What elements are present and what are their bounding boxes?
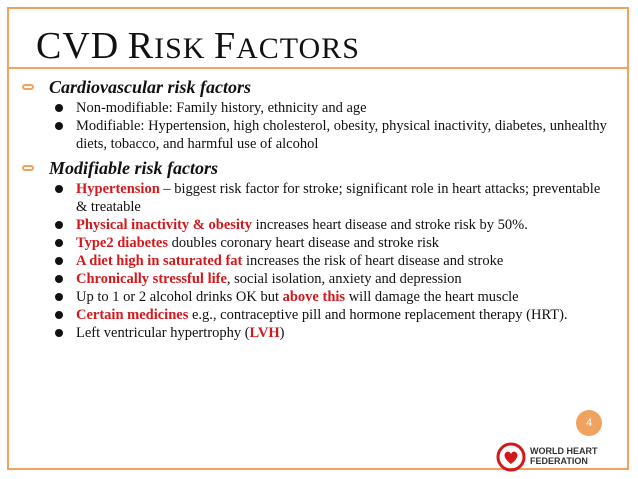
title-rest-2: ISK	[154, 32, 206, 65]
section-heading-text: Modifiable risk factors	[49, 158, 218, 178]
bullet-marker-icon	[22, 84, 34, 90]
slide-content	[22, 76, 614, 342]
bullet-item	[22, 270, 614, 288]
bullet-dot-icon	[55, 122, 63, 130]
bullet-text: Left ventricular hypertrophy (	[76, 325, 250, 341]
bullet-text: Modifiable: Hypertension, high cholesterol, obesity, physical inactivity, diabetes, unhealthy diets, tobacco, and harmful use of alcohol	[76, 118, 607, 152]
bullet-dot-icon	[55, 293, 63, 301]
page-number-badge: 4	[576, 410, 602, 436]
highlighted-term: Type2 diabetes	[76, 235, 168, 251]
logo-line-2: FEDERATION	[530, 456, 588, 466]
heart-logo-icon	[496, 442, 526, 472]
highlighted-term: LVH	[249, 325, 280, 341]
bullet-dot-icon	[55, 185, 63, 193]
bullet-item	[22, 117, 614, 153]
bullet-item	[22, 234, 614, 252]
section-heading-text: Cardiovascular risk factors	[49, 77, 252, 97]
bullet-dot-icon	[55, 329, 63, 337]
bullet-item	[22, 216, 614, 234]
bullet-text: e.g., contraceptive pill and hormone replacement therapy (HRT).	[188, 307, 568, 323]
highlighted-term: A diet high in saturated fat	[76, 253, 243, 269]
world-heart-federation-logo	[496, 442, 616, 474]
logo-text	[530, 446, 598, 466]
bullet-text: – biggest risk factor for stroke; significant role in heart attacks; preventable & treatable	[76, 181, 601, 215]
section-heading	[22, 157, 614, 180]
bullet-item	[22, 180, 614, 216]
title-divider	[7, 67, 629, 69]
title-rest-3: ACTORS	[236, 32, 360, 65]
title-cap-3: F	[213, 25, 237, 67]
highlighted-term: above this	[282, 289, 346, 305]
bullet-text: , social isolation, anxiety and depression	[226, 271, 462, 287]
bullet-dot-icon	[55, 311, 63, 319]
section-heading	[22, 76, 614, 99]
bullet-dot-icon	[55, 221, 63, 229]
highlighted-term: Certain medicines	[76, 307, 189, 323]
bullet-item	[22, 324, 614, 342]
title-word-1: CVD	[36, 25, 120, 67]
logo-line-1: WORLD HEART	[530, 446, 598, 456]
bullet-text: will damage the heart muscle	[345, 289, 519, 305]
bullet-text: doubles coronary heart disease and stroke risk	[167, 235, 439, 251]
title-cap-2: R	[127, 25, 155, 67]
highlighted-term: Physical inactivity & obesity	[76, 217, 253, 233]
highlighted-term: Chronically stressful life	[76, 271, 227, 287]
bullet-text: increases heart disease and stroke risk by 50%.	[252, 217, 528, 233]
bullet-item	[22, 306, 614, 324]
bullet-marker-icon	[22, 165, 34, 171]
bullet-text: increases the risk of heart disease and stroke	[242, 253, 504, 269]
bullet-item	[22, 99, 614, 117]
bullet-item	[22, 288, 614, 306]
bullet-dot-icon	[55, 104, 63, 112]
bullet-item	[22, 252, 614, 270]
slide-title	[36, 24, 360, 68]
highlighted-term: Hypertension	[76, 181, 160, 197]
bullet-dot-icon	[55, 275, 63, 283]
bullet-text: Non-modifiable: Family history, ethnicity and age	[76, 100, 367, 116]
bullet-text: Up to 1 or 2 alcohol drinks OK but	[76, 289, 283, 305]
bullet-text: )	[279, 325, 285, 341]
bullet-dot-icon	[55, 257, 63, 265]
bullet-dot-icon	[55, 239, 63, 247]
